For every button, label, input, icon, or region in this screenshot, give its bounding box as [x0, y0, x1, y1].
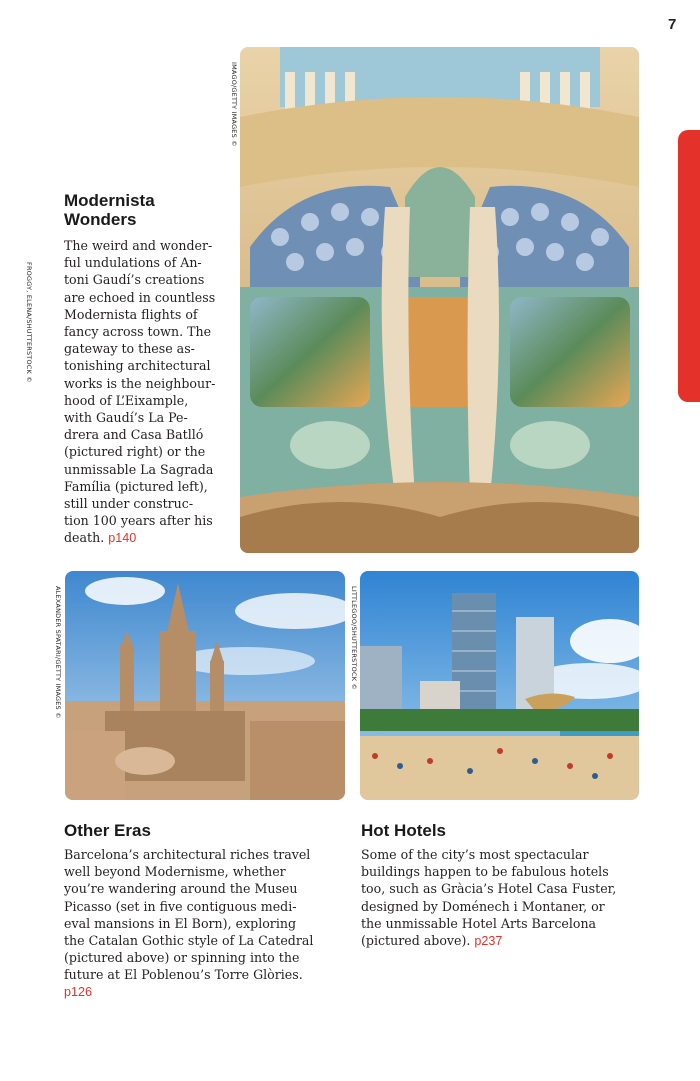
- page-ref-p126[interactable]: p126: [64, 984, 93, 999]
- hot-hotels-title: Hot Hotels: [361, 821, 446, 840]
- modernista-body: The weird and wonder- ful undulations of An- toni Gaudí’s creations are echoed in countless Modernista flights of fancy across town. The gateway to these as- tonishing architectural works is the neighbour- hood of L’Eixample, with Gaudí’s La Pe- drera and Casa Batlló (pictured right) or the unmissable La Sagrada Família (pictured left), still under construc- tion 100 years after his death. p140: [64, 238, 216, 546]
- other-eras-body: Barcelona’s architectural riches travel well beyond Modernisme, whether you’re wandering around the Museu Picasso (set in five contiguous medi- eval mansions in El Born), exploring the Catalan Gothic style of La Catedral (pictured above) or spinning into the future at El Poblenou’s Torre Glòries. p126: [64, 846, 354, 1001]
- page-ref-p237[interactable]: p237: [474, 934, 503, 949]
- la-catedral-photo: [65, 571, 345, 800]
- other-eras-title: Other Eras: [64, 821, 151, 840]
- page-number: 7: [668, 16, 677, 33]
- modernista-title: Modernista Wonders: [64, 191, 155, 229]
- hot-hotels-section: [361, 821, 651, 950]
- photo-credit-top: IMAGO/GETTY IMAGES ©: [230, 62, 238, 147]
- modernista-section: [64, 191, 234, 548]
- section-tab: [678, 130, 700, 402]
- photo-credit-bottom-right: LITTLEGOO/SHUTTERSTOCK ©: [350, 586, 358, 691]
- page-ref-p140[interactable]: p140: [108, 531, 137, 546]
- hotel-arts-beach-photo: [360, 571, 639, 800]
- photo-credit-bottom-left: ALEXANDER SPATARI/GETTY IMAGES ©: [54, 586, 62, 719]
- casa-batllo-photo: [240, 47, 639, 553]
- photo-credit-left: FROGGY, ELENA/SHUTTERSTOCK ©: [25, 262, 33, 383]
- other-eras-section: [64, 821, 354, 1001]
- hot-hotels-body: Some of the city’s most spectacular buildings happen to be fabulous hotels too, such as Gràcia’s Hotel Casa Fuster, designed by Doménech i Montaner, or the unmissable Hotel Arts Barcelona (pictured above). p237: [361, 847, 617, 949]
